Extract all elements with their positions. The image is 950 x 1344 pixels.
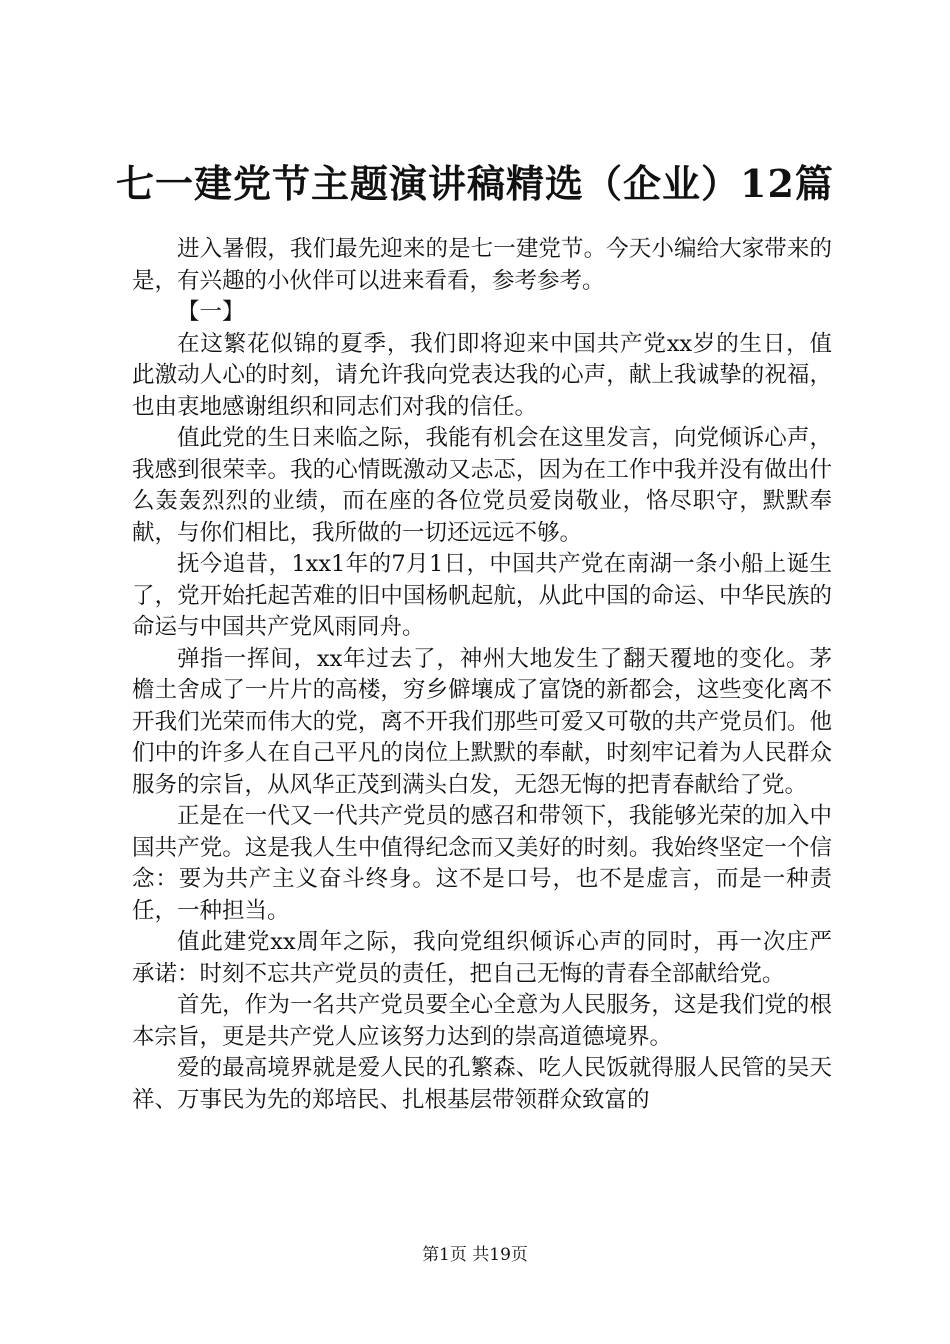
document-body (132, 234, 832, 1116)
section-heading: 【一】 (177, 299, 245, 325)
paragraph: 值此党的生日来临之际，我能有机会在这里发言，向党倾诉心声，我感到很荣幸。我的心情既激动又忐忑，因为在工作中我并没有做出什么轰轰烈烈的业绩，而在座的各位党员爱岗敬业，恪尽职守，默默奉献，与你们相比，我所做的一切还远远不够。 (132, 425, 832, 546)
paragraph: 在这繁花似锦的夏季，我们即将迎来中国共产党xx岁的生日，值此激动人心的时刻，请允许我向党表达我的心声，献上我诚挚的祝福，也由衷地感谢组织和同志们对我的信任。 (132, 330, 832, 420)
paragraph: 值此建党xx周年之际，我向党组织倾诉心声的同时，再一次庄严承诺：时刻不忘共产党员的责任，把自己无悔的青春全部献给党。 (132, 929, 832, 987)
paragraph: 首先，作为一名共产党员要全心全意为人民服务，这是我们党的根本宗旨，更是共产党人应该努力达到的崇高道德境界。 (132, 992, 832, 1050)
page-number-footer: 第1页 共19页 (422, 1245, 528, 1265)
paragraph: 正是在一代又一代共产党员的感召和带领下，我能够光荣的加入中国共产党。这是我人生中值得纪念而又美好的时刻。我始终坚定一个信念：要为共产主义奋斗终身。这不是口号，也不是虚言，而是一种责任，一种担当。 (132, 803, 832, 924)
paragraph: 抚今追昔，1xx1年的7月1日，中国共产党在南湖一条小船上诞生了，党开始托起苦难的旧中国杨帆起航，从此中国的命运、中华民族的命运与中国共产党风雨同舟。 (132, 551, 832, 640)
paragraph: 爱的最高境界就是爱人民的孔繁森、吃人民饭就得服人民管的吴天祥、万事民为先的郑培民、扎根基层带领群众致富的 (132, 1055, 832, 1113)
paragraph-intro: 进入暑假，我们最先迎来的是七一建党节。今天小编给大家带来的是，有兴趣的小伙伴可以进来看看，参考参考。 (132, 236, 832, 294)
document-title: 七一建党节主题演讲稿精选（企业）12篇 (116, 161, 834, 206)
paragraph: 弹指一挥间，xx年过去了，神州大地发生了翻天覆地的变化。茅檐土舍成了一片片的高楼，穷乡僻壤成了富饶的新都会，这些变化离不开我们光荣而伟大的党，离不开我们那些可爱又可敬的共产党员们。他们中的许多人在自己平凡的岗位上默默的奉献，时刻牢记着为人民群众服务的宗旨，从风华正茂到满头白发，无怨无悔的把青春献给了党。 (132, 645, 832, 798)
